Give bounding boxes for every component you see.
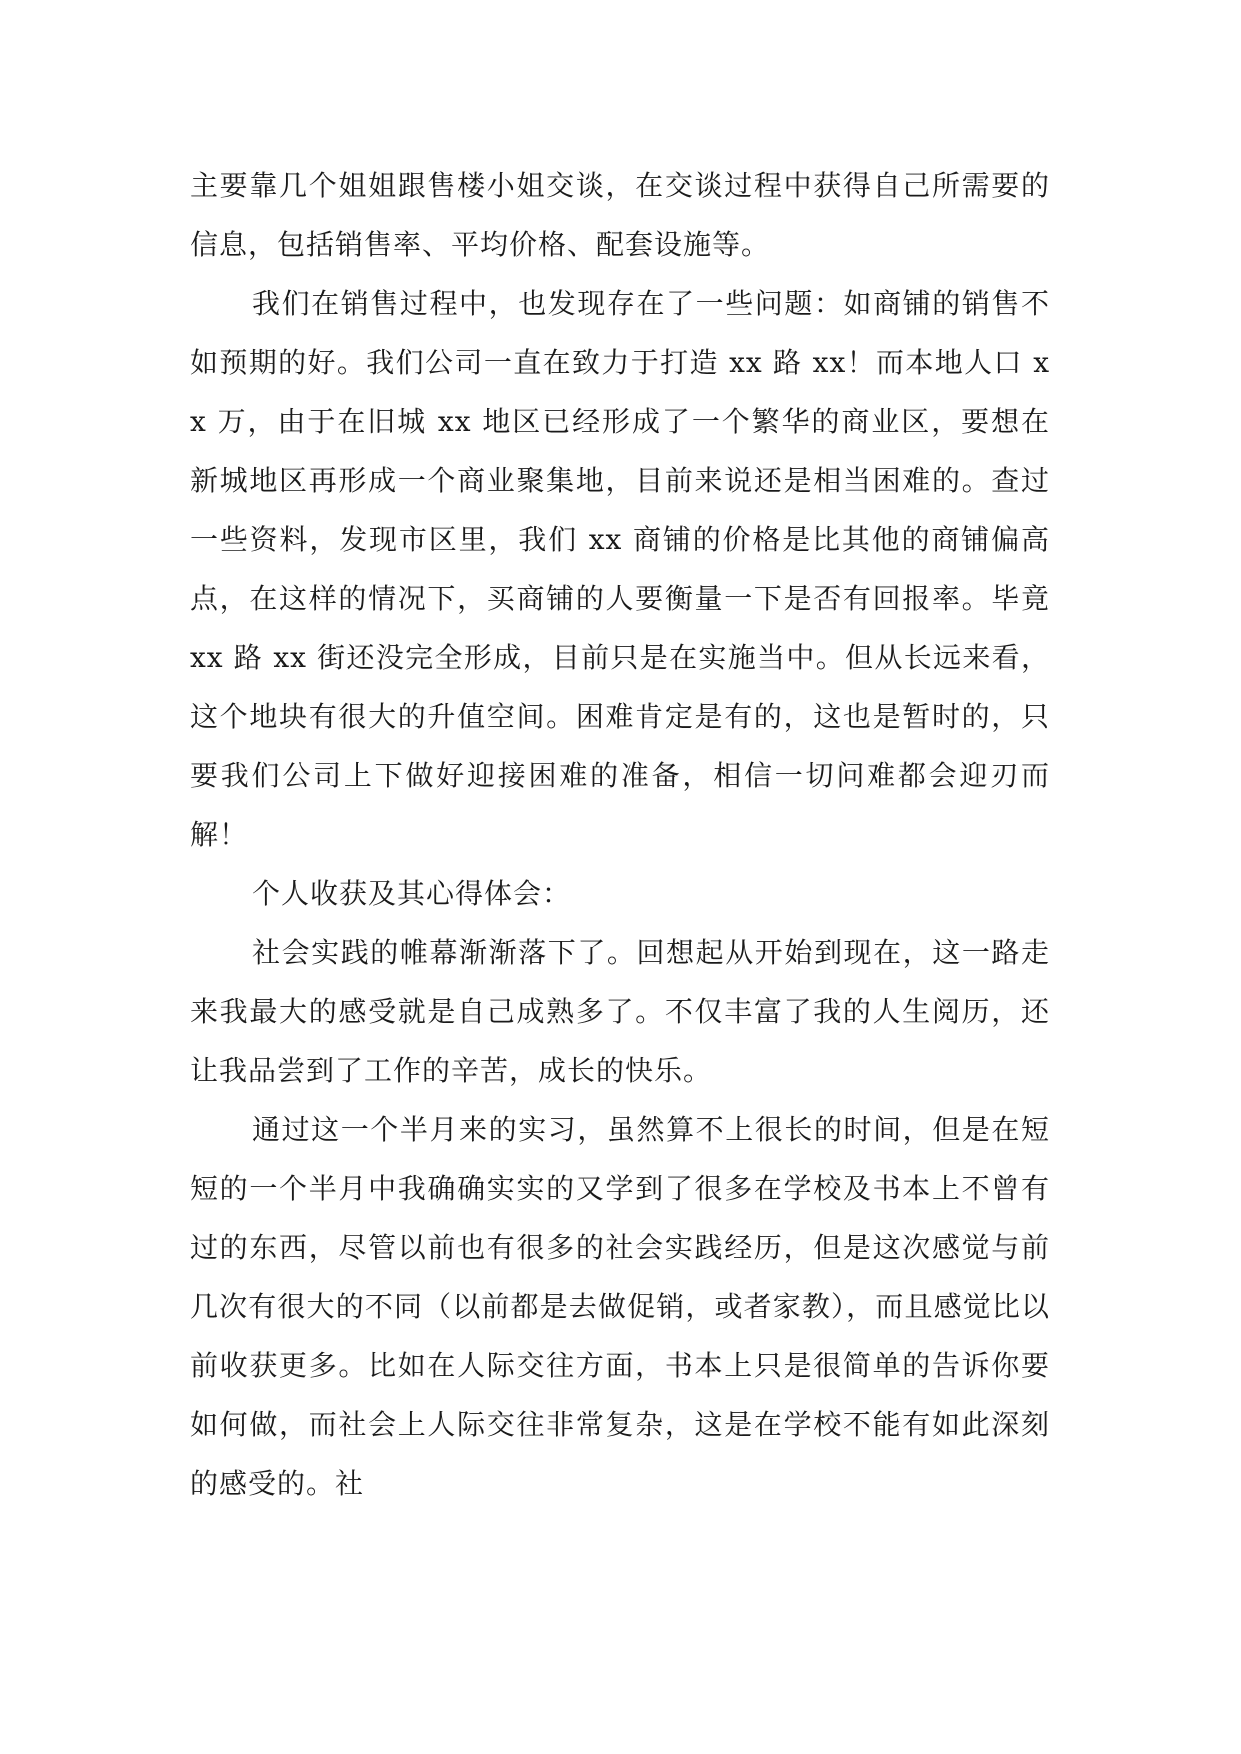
paragraph-3-heading: 个人收获及其心得体会： [252, 877, 572, 910]
document-body [190, 156, 1050, 1513]
paragraph-5: 通过这一个半月来的实习，虽然算不上很长的时间，但是在短短的一个半月中我确确实实的又学到了很多在学校及书本上不曾有过的东西，尽管以前也有很多的社会实践经历，但是这次感觉与前几次有很大的不同（以前都是去做促销，或者家教），而且感觉比以前收获更多。比如在人际交往方面，书本上只是很简单的告诉你要如何做，而社会上人际交往非常复杂，这是在学校不能有如此深刻的感受的。社 [190, 1113, 1050, 1500]
paragraph-1: 主要靠几个姐姐跟售楼小姐交谈，在交谈过程中获得自己所需要的信息，包括销售率、平均价格、配套设施等。 [190, 169, 1050, 261]
paragraph-2: 我们在销售过程中，也发现存在了一些问题：如商铺的销售不如预期的好。我们公司一直在致力于打造 xx 路 xx！而本地人口 xx 万，由于在旧城 xx 地区已经形成了一个繁华的商业区，要想在新城地区再形成一个商业聚集地，目前来说还是相当困难的。查过一些资料，发现市区里，我们 xx 商铺的价格是比其他的商铺偏高点，在这样的情况下，买商铺的人要衡量一下是否有回报率。毕竟 xx 路 xx 街还没完全形成，目前只是在实施当中。但从长远来看，这个地块有很大的升值空间。困难肯定是有的，这也是暂时的，只要我们公司上下做好迎接困难的准备，相信一切问难都会迎刃而解！ [190, 287, 1050, 851]
paragraph-4: 社会实践的帷幕渐渐落下了。回想起从开始到现在，这一路走来我最大的感受就是自己成熟多了。不仅丰富了我的人生阅历，还让我品尝到了工作的辛苦，成长的快乐。 [190, 936, 1050, 1087]
